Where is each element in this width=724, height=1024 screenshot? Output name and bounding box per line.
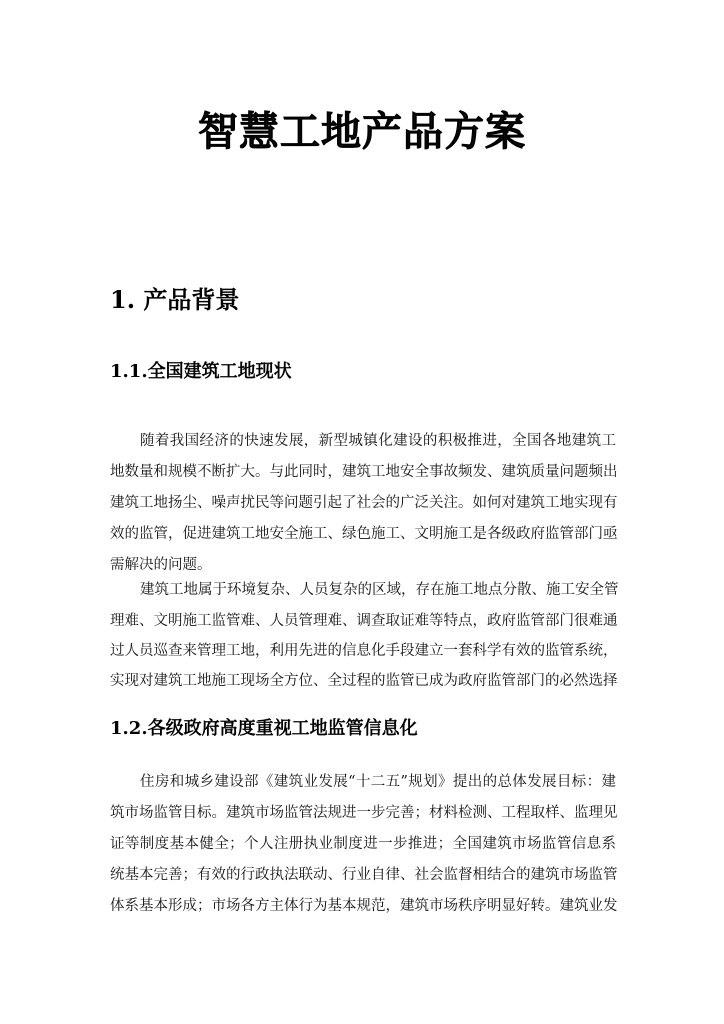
paragraph-line: 过人员巡查来管理工地，利用先进的信息化手段建立一套科学有效的监管系统， (110, 643, 618, 659)
paragraph-line: 效的监管，促进建筑工地安全施工、绿色施工、文明施工是各级政府监管部门亟 (110, 526, 618, 542)
paragraph-line: 建筑工地扬尘、噪声扰民等问题引起了社会的广泛关注。如何对建筑工地实现有 (110, 495, 618, 511)
paragraph-line: 体系基本形成；市场各方主体行为基本规范，建筑市场秩序明显好转。建筑业发 (110, 898, 618, 914)
paragraph-line: 地数量和规模不断扩大。与此同时，建筑工地安全事故频发、建筑质量问题频出 (110, 464, 618, 480)
subsection-heading: 1.2.各级政府高度重视工地监管信息化 (110, 718, 418, 739)
paragraph-line: 证等制度基本健全；个人注册执业制度进一步推进；全国建筑市场监管信息系 (110, 836, 616, 852)
paragraph-line: 实现对建筑工地施工现场全方位、全过程的监管已成为政府监管部门的必然选择 (110, 673, 618, 689)
paragraph-line: 筑市场监管目标。建筑市场监管法规进一步完善；材料检测、工程取样、监理见 (110, 805, 618, 821)
section-heading: 1. 产品背景 (110, 285, 240, 314)
subsection-heading: 1.1.全国建筑工地现状 (110, 361, 292, 382)
paragraph-line: 统基本完善；有效的行政执法联动、行业自律、社会监督相结合的建筑市场监管 (110, 867, 618, 883)
paragraph-line: 理难、文明施工监管难、人员管理难、调查取证难等特点，政府监管部门很难通 (110, 613, 618, 629)
paragraph-line: 需解决的问题。 (110, 557, 212, 573)
document-title: 智慧工地产品方案 (198, 108, 526, 155)
paragraph-line: 建筑工地属于环境复杂、人员复杂的区域，存在施工地点分散、施工安全管 (140, 582, 619, 598)
paragraph-line: 随着我国经济的快速发展，新型城镇化建设的积极推进，全国各地建筑工 (140, 433, 616, 449)
paragraph-line: 住房和城乡建设部《建筑业发展“十二五”规划》提出的总体发展目标：建 (140, 774, 616, 790)
